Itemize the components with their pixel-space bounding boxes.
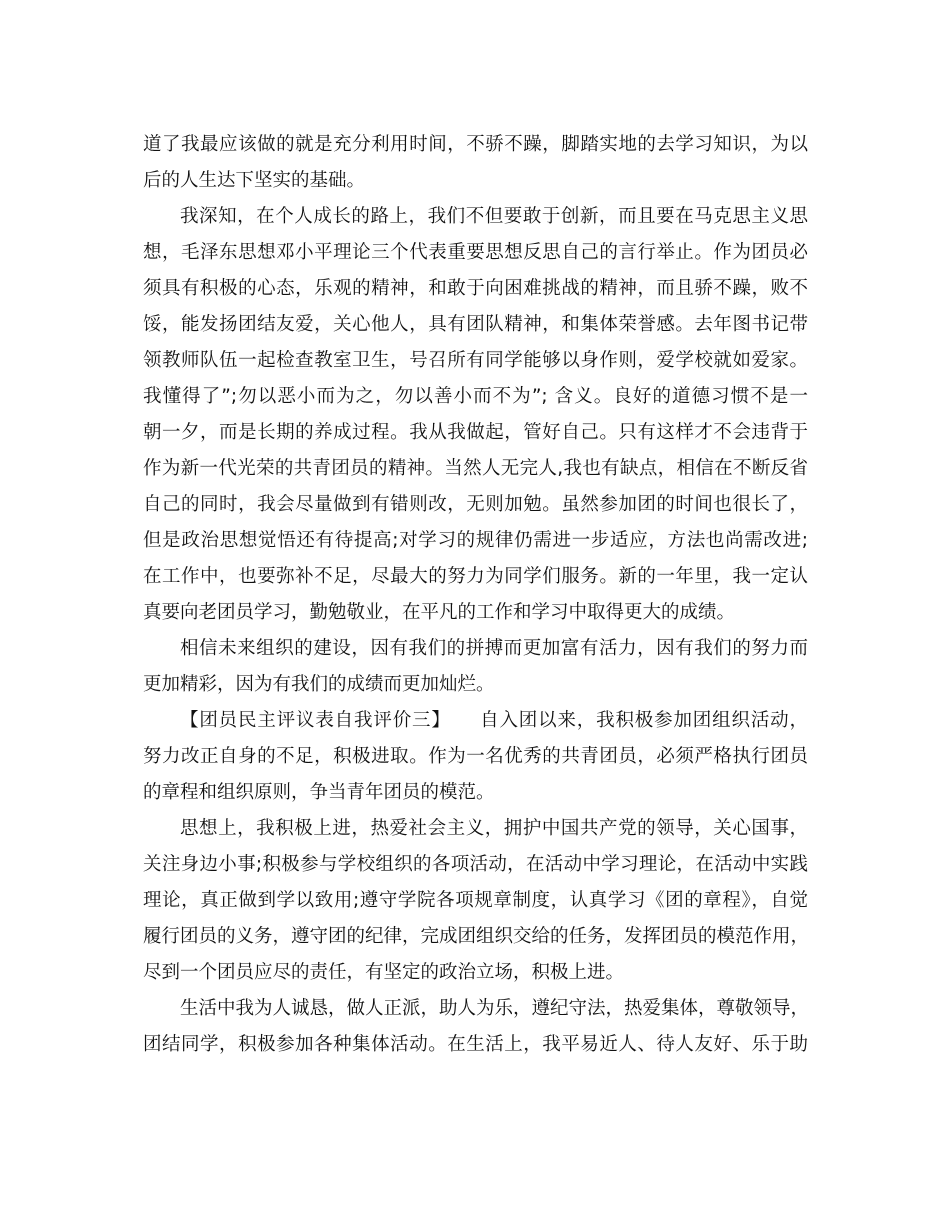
text-line: 相信未来组织的建设，因有我们的拼搏而更加富有活力，因有我们的努力而 [180, 638, 808, 659]
text-line: 道了我最应该做的就是充分利用时间，不骄不躁，脚踏实地的去学习知识，为以 [143, 134, 808, 155]
text-line: 须具有积极的心态，乐观的精神，和敢于向困难挑战的精神，而且骄不躁，败不 [143, 278, 808, 299]
section-heading-line: 【团员民主评议表自我评价三】 自入团以来，我积极参加团组织活动， [180, 710, 808, 731]
text-line: 履行团员的义务，遵守团的纪律，完成团组织交给的任务，发挥团员的模范作用， [143, 926, 810, 947]
text-line: 馁，能发扬团结友爱，关心他人，具有团队精神，和集体荣誉感。去年图书记带 [143, 314, 808, 335]
text-line: 努力改正自身的不足，积极进取。作为一名优秀的共青团员，必须严格执行团员 [143, 746, 808, 767]
text-line: 关注身边小事;积极参与学校组织的各项活动，在活动中学习理论，在活动中实践 [143, 854, 808, 875]
text-line: 更加精彩，因为有我们的成绩而更加灿烂。 [143, 674, 495, 695]
text-line: 我懂得了”;勿以恶小而为之，勿以善小而不为”; 含义。良好的道德习惯不是一 [143, 386, 808, 407]
text-line: 的章程和组织原则，争当青年团员的模范。 [143, 782, 495, 803]
text-line: 作为新一代光荣的共青团员的精神。当然人无完人,我也有缺点，相信在不断反省 [143, 458, 808, 479]
text-line: 朝一夕，而是长期的养成过程。我从我做起，管好自己。只有这样才不会违背于 [143, 422, 808, 443]
text-line: 理论，真正做到学以致用;遵守学院各项规章制度，认真学习《团的章程》，自觉 [143, 890, 808, 911]
text-line: 但是政治思想觉悟还有待提高;对学习的规律仍需进一步适应，方法也尚需改进; [143, 530, 808, 551]
text-line: 领教师队伍一起检查教室卫生，号召所有同学能够以身作则，爱学校就如爱家。 [143, 350, 808, 371]
text-line: 在工作中，也要弥补不足，尽最大的努力为同学们服务。新的一年里，我一定认 [143, 566, 808, 587]
text-line: 生活中我为人诚恳，做人正派，助人为乐，遵纪守法，热爱集体，尊敬领导， [180, 998, 810, 1019]
text-line: 团结同学，积极参加各种集体活动。在生活上，我平易近人、待人友好、乐于助 [143, 1034, 808, 1055]
text-line: 想，毛泽东思想邓小平理论三个代表重要思想反思自己的言行举止。作为团员必 [143, 242, 808, 263]
text-line: 思想上，我积极上进，热爱社会主义，拥护中国共产党的领导，关心国事， [180, 818, 808, 839]
text-line: 真要向老团员学习，勤勉敬业，在平凡的工作和学习中取得更大的成绩。 [143, 602, 736, 623]
text-line: 尽到一个团员应尽的责任，有坚定的政治立场，积极上进。 [143, 962, 625, 983]
text-line: 我深知，在个人成长的路上，我们不但要敢于创新，而且要在马克思主义思 [180, 206, 808, 227]
text-line: 自己的同时，我会尽量做到有错则改，无则加勉。虽然参加团的时间也很长了， [143, 494, 808, 515]
text-line: 后的人生达下坚实的基础。 [143, 170, 366, 191]
